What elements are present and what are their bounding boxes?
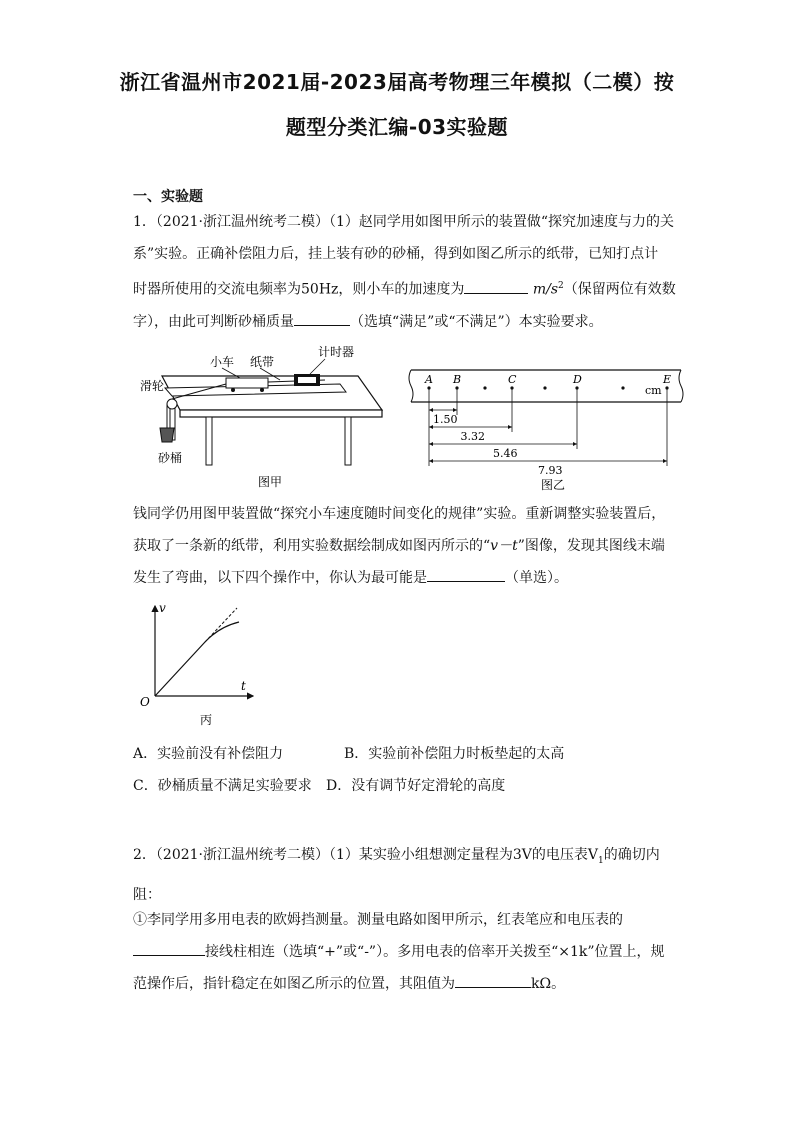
dimension-arrow: [429, 408, 433, 412]
question-2-text: [133, 838, 673, 912]
tape-unit: cm: [645, 384, 662, 397]
dimension-arrow: [429, 425, 433, 429]
page-title-line1: 浙江省温州市2021届-2023届高考物理三年模拟（二模）按: [119, 70, 675, 94]
timer-slot: [298, 377, 316, 383]
q2-line3: ①李同学用多用电表的欧姆挡测量。测量电路如图甲所示，红表笔应和电压表的: [133, 912, 623, 928]
t-axis-label: t: [241, 679, 246, 693]
tape-point-label: D: [573, 373, 582, 386]
vt-symbol: v－t: [490, 538, 518, 554]
q1-line3-tail: （保留两位有效数: [563, 281, 676, 298]
answer-blank-mass[interactable]: [294, 311, 350, 326]
q1-line4: [133, 306, 673, 338]
vt-extrapolation: [205, 608, 237, 642]
tape-dimensions: [429, 388, 667, 477]
option-b[interactable]: B．实验前补偿阻力时板垫起的太高: [344, 746, 565, 762]
q1-line2: 系”实验。正确补偿阻力后，挂上装有砂的砂桶，得到如图乙所示的纸带，已知打点计: [133, 246, 659, 262]
option-c[interactable]: C．砂桶质量不满足实验要求: [133, 778, 312, 794]
q2-line2: 阻：: [133, 886, 161, 903]
q1-line4-text: 字），由此可判断砂桶质量: [133, 313, 294, 330]
question-2-part2: [133, 904, 673, 1000]
voltmeter-subscript: 1: [598, 855, 604, 866]
table-leg: [345, 417, 351, 465]
leader-line: [310, 359, 325, 374]
q2-line1-tail: 的确切内: [603, 847, 660, 863]
tape-point-labels: [424, 373, 671, 386]
q2-line4: [133, 936, 673, 968]
q1-line7-text: 发生了弯曲，以下四个操作中，你认为最可能是: [133, 570, 427, 586]
q1-line3: [133, 270, 676, 306]
q2-line4-text: 接线柱相连（选填“+”或“-”）。多用电表的倍率开关拨至“×1k”位置上，规: [205, 944, 665, 960]
figure-vt-graph: [135, 600, 265, 730]
tape-dot: [483, 386, 486, 389]
tape-point-label: A: [425, 373, 433, 386]
answer-blank-resistance[interactable]: [455, 973, 531, 988]
q1-line6-tail: ”图像，发现其图线末端: [517, 538, 665, 554]
tape-point-label: C: [508, 373, 517, 386]
table-edge: [180, 410, 382, 417]
label-cart: 小车: [210, 355, 235, 369]
caption-figure-a: 图甲: [258, 475, 283, 489]
page-title-line2: 题型分类汇编-03实验题: [285, 115, 509, 139]
label-timer: 计时器: [318, 345, 355, 359]
dimension-arrow: [508, 425, 512, 429]
dimension-value: 3.32: [460, 430, 485, 443]
q1-line6-text: 获取了一条新的纸带，利用实验数据绘制成如图丙所示的“: [133, 538, 491, 554]
q2-line5-tail: kΩ。: [531, 976, 566, 992]
label-bucket: 砂桶: [158, 451, 183, 465]
tape-edges: [411, 370, 681, 402]
cart: [226, 378, 268, 388]
tape-dot: [543, 386, 546, 389]
unit-exponent: 2: [558, 281, 564, 291]
question-1-part2: [133, 498, 673, 594]
figure-apparatus: [140, 340, 390, 495]
question-1-text: [133, 206, 676, 338]
q1-line5: 钱同学仍用图甲装置做“探究小车速度随时间变化的规律”实验。重新调整实验装置后，: [133, 506, 666, 522]
v-axis-label: v: [159, 601, 166, 615]
q1-line6: [133, 530, 673, 562]
unit-ms2: m/s: [532, 281, 559, 298]
q1-line7-tail: （单选）。: [505, 570, 568, 586]
vt-curve: [155, 622, 239, 696]
dimension-arrow: [453, 408, 457, 412]
q2-line1-text: 2．（2021·浙江温州统考二模）（1）某实验小组想测定量程为3V的电压表V: [133, 847, 599, 863]
tape-end: [409, 370, 413, 402]
sand-bucket: [160, 428, 174, 442]
label-pulley: 滑轮: [140, 379, 165, 393]
q1-line4-tail: （选填“满足”或“不满足”）本实验要求。: [350, 313, 603, 330]
caption-figure-c: 丙: [200, 713, 213, 727]
tape-dots: [427, 386, 668, 389]
q2-line5: [133, 968, 673, 1000]
dimension-arrow: [429, 442, 433, 446]
tape-point-label: B: [453, 373, 462, 386]
dimension-value: 1.50: [433, 413, 458, 426]
option-d[interactable]: D．没有调节好定滑轮的高度: [326, 778, 506, 794]
cart-wheel: [260, 388, 264, 392]
option-a[interactable]: A．实验前没有补偿阻力: [133, 746, 284, 762]
table-leg: [206, 417, 212, 465]
figure-paper-tape: [405, 362, 685, 494]
tape-dot: [621, 386, 624, 389]
q1-line3-text: 时器所使用的交流电频率为50Hz，则小车的加速度为: [133, 281, 465, 298]
label-tape: 纸带: [250, 355, 275, 369]
tape-point-label: E: [663, 373, 672, 386]
q2-line5-text: 范操作后，指针稳定在如图乙所示的位置，其阻值为: [133, 976, 455, 992]
q1-line1: 1．（2021·浙江温州统考二模）（1）赵同学用如图甲所示的装置做“探究加速度与力的关: [133, 214, 675, 230]
answer-blank-terminal[interactable]: [133, 941, 205, 956]
dimension-value: 7.93: [538, 464, 563, 477]
dimension-value: 5.46: [493, 447, 518, 460]
q2-line1: [133, 838, 673, 878]
cart-wheel: [231, 388, 235, 392]
caption-figure-b: 图乙: [541, 478, 566, 492]
dimension-arrow: [663, 459, 667, 463]
answer-blank-acceleration[interactable]: [464, 279, 528, 294]
dimension-arrow: [573, 442, 577, 446]
pulley: [167, 399, 177, 409]
dimension-arrow: [429, 459, 433, 463]
tape-end: [679, 370, 683, 402]
q1-line7: [133, 562, 673, 594]
section-heading: 一、实验题: [133, 189, 203, 205]
answer-blank-choice[interactable]: [427, 567, 505, 582]
origin-label: O: [140, 695, 150, 709]
